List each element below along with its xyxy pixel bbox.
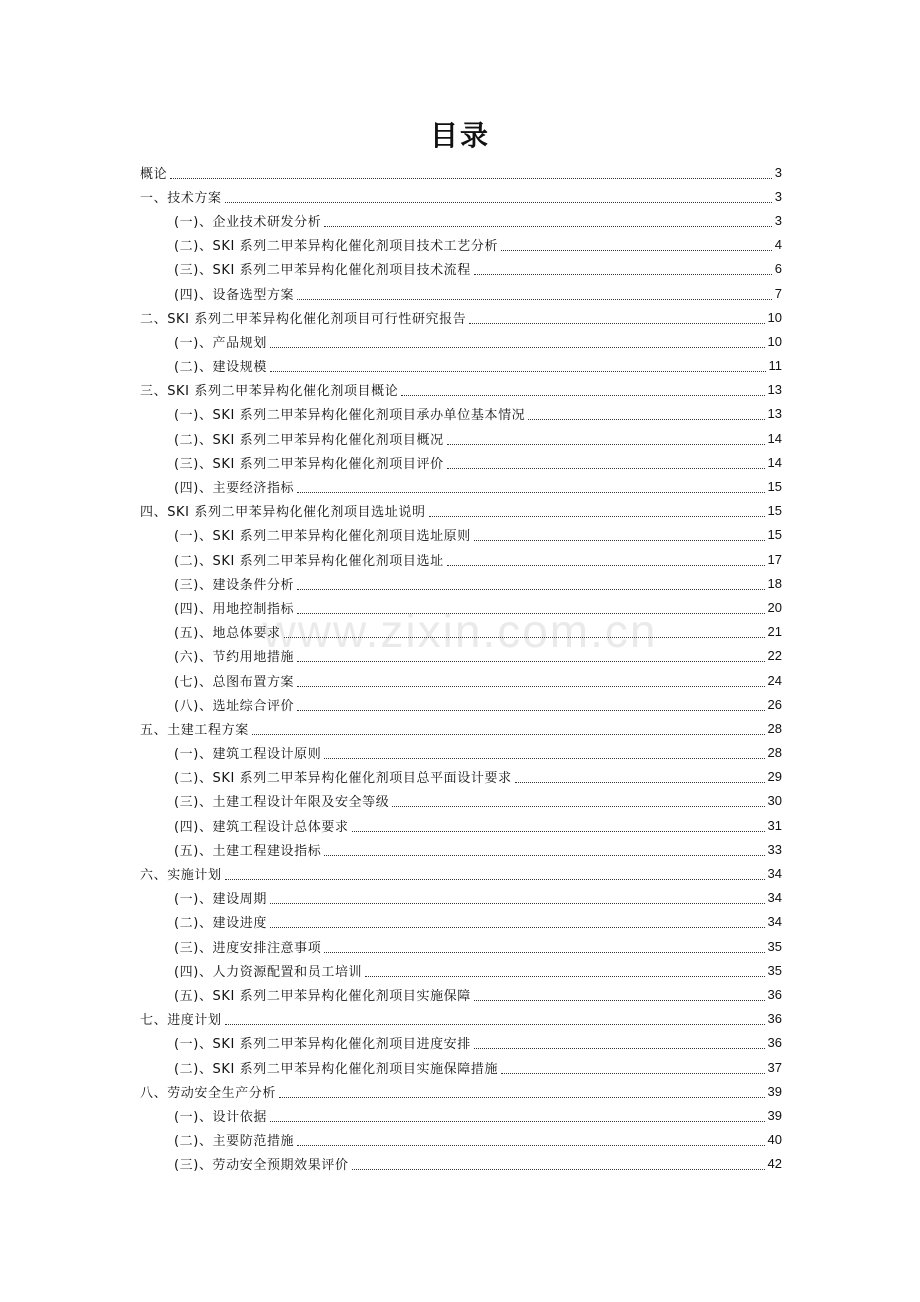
toc-entry-page-number: 13 — [767, 382, 782, 398]
toc-entry-label: (一)、SKI 系列二甲苯异构化催化剂项目选址原则 — [174, 529, 471, 545]
dot-leader — [474, 1036, 765, 1049]
toc-entry-label: (七)、总图布置方案 — [174, 674, 295, 690]
dot-leader — [352, 1157, 765, 1170]
toc-entry[interactable] — [140, 499, 782, 523]
toc-entry[interactable] — [140, 208, 782, 232]
toc-entry-label: (二)、建设规模 — [174, 360, 267, 376]
toc-entry-label: (一)、建筑工程设计原则 — [174, 747, 322, 763]
toc-entry[interactable] — [140, 1103, 782, 1127]
toc-entry[interactable] — [140, 861, 782, 885]
toc-entry-page-number: 30 — [767, 793, 782, 809]
toc-entry-label: (三)、SKI 系列二甲苯异构化催化剂项目技术流程 — [174, 263, 471, 279]
toc-entry-label: (四)、人力资源配置和员工培训 — [174, 964, 363, 980]
toc-entry-label: (四)、用地控制指标 — [174, 601, 295, 617]
toc-title: 目录 — [429, 119, 490, 152]
toc-entry-page-number: 10 — [767, 333, 782, 349]
dot-leader — [225, 1012, 765, 1025]
dot-leader — [279, 1085, 765, 1098]
toc-entry[interactable] — [140, 958, 782, 982]
toc-entry[interactable] — [140, 523, 782, 547]
toc-entry[interactable] — [140, 1055, 782, 1079]
toc-entry[interactable] — [140, 692, 782, 716]
toc-entry[interactable] — [140, 982, 782, 1006]
toc-entry-label: (三)、SKI 系列二甲苯异构化催化剂项目评价 — [174, 456, 444, 472]
toc-entry-page-number: 24 — [767, 672, 782, 688]
toc-entry-page-number: 36 — [767, 1035, 782, 1051]
dot-leader — [365, 964, 764, 977]
dot-leader — [270, 891, 765, 904]
dot-leader — [501, 1061, 764, 1074]
toc-entry-label: (五)、土建工程建设指标 — [174, 843, 322, 859]
toc-entry-label: 概论 — [140, 166, 168, 182]
toc-entry-label: (二)、SKI 系列二甲苯异构化催化剂项目实施保障措施 — [174, 1061, 499, 1077]
toc-entry-page-number: 15 — [767, 527, 782, 543]
toc-entry-label: (一)、SKI 系列二甲苯异构化催化剂项目承办单位基本情况 — [174, 408, 526, 424]
toc-entry-page-number: 28 — [767, 745, 782, 761]
toc-entry[interactable] — [140, 1007, 782, 1031]
toc-entry-label: (六)、节约用地措施 — [174, 650, 295, 666]
dot-leader — [401, 383, 764, 396]
toc-entry-label: (二)、SKI 系列二甲苯异构化催化剂项目总平面设计要求 — [174, 771, 512, 787]
dot-leader — [270, 915, 765, 928]
toc-entry-page-number: 26 — [767, 696, 782, 712]
toc-entry-label: 四、SKI 系列二甲苯异构化催化剂项目选址说明 — [140, 505, 426, 521]
dot-leader — [324, 214, 771, 227]
toc-entry[interactable] — [140, 1079, 782, 1103]
dot-leader — [297, 1133, 764, 1146]
dot-leader — [324, 843, 764, 856]
toc-entry-page-number: 42 — [767, 1156, 782, 1172]
toc-entry-label: (一)、产品规划 — [174, 335, 267, 351]
toc-entry-page-number: 18 — [767, 575, 782, 591]
toc-entry[interactable] — [140, 257, 782, 281]
dot-leader — [352, 819, 765, 832]
dot-leader — [474, 262, 772, 275]
toc-entry[interactable] — [140, 789, 782, 813]
toc-entry[interactable] — [140, 281, 782, 305]
toc-entry-label: (三)、建设条件分析 — [174, 577, 295, 593]
toc-entry-label: (一)、建设周期 — [174, 892, 267, 908]
toc-entry-page-number: 29 — [767, 769, 782, 785]
toc-entry[interactable] — [140, 1152, 782, 1176]
toc-entry[interactable] — [140, 160, 782, 184]
toc-entry[interactable] — [140, 644, 782, 668]
toc-entry-page-number: 11 — [768, 358, 782, 374]
toc-entry-label: (五)、地总体要求 — [174, 626, 281, 642]
toc-entry[interactable] — [140, 547, 782, 571]
toc-entry-label: (一)、设计依据 — [174, 1109, 267, 1125]
toc-entry-page-number: 34 — [767, 866, 782, 882]
toc-entry-page-number: 7 — [774, 285, 782, 301]
toc-entry-page-number: 17 — [767, 551, 782, 567]
dot-leader — [225, 867, 765, 880]
toc-entry-page-number: 10 — [767, 309, 782, 325]
dot-leader — [270, 335, 765, 348]
toc-entry-page-number: 37 — [767, 1059, 782, 1075]
toc-entry[interactable] — [140, 813, 782, 837]
dot-leader — [297, 674, 764, 687]
dot-leader — [469, 311, 764, 324]
dot-leader — [447, 432, 765, 445]
dot-leader — [447, 553, 765, 566]
dot-leader — [297, 577, 764, 590]
toc-entry[interactable] — [140, 1031, 782, 1055]
dot-leader — [501, 238, 772, 251]
dot-leader — [170, 166, 772, 179]
toc-entry[interactable] — [140, 184, 782, 208]
toc-entry-label: 七、进度计划 — [140, 1013, 222, 1029]
dot-leader — [270, 359, 766, 372]
toc-entry-page-number: 33 — [767, 841, 782, 857]
toc-entry-page-number: 3 — [774, 164, 782, 180]
toc-entry-page-number: 22 — [767, 648, 782, 664]
table-of-contents — [140, 160, 782, 1176]
toc-entry-page-number: 31 — [767, 817, 782, 833]
dot-leader — [270, 1109, 765, 1122]
toc-entry-label: 六、实施计划 — [140, 868, 222, 884]
toc-entry[interactable] — [140, 595, 782, 619]
toc-entry-page-number: 20 — [767, 599, 782, 615]
toc-entry[interactable] — [140, 378, 782, 402]
toc-entry-label: (二)、SKI 系列二甲苯异构化催化剂项目概况 — [174, 432, 444, 448]
toc-entry[interactable] — [140, 329, 782, 353]
dot-leader — [447, 456, 765, 469]
dot-leader — [297, 480, 764, 493]
dot-leader — [324, 746, 764, 759]
toc-entry[interactable] — [140, 716, 782, 740]
toc-entry[interactable] — [140, 910, 782, 934]
toc-entry-label: (二)、SKI 系列二甲苯异构化催化剂项目选址 — [174, 553, 444, 569]
toc-entry-page-number: 15 — [767, 503, 782, 519]
toc-entry-page-number: 13 — [767, 406, 782, 422]
dot-leader — [297, 287, 772, 300]
toc-entry[interactable] — [140, 620, 782, 644]
toc-entry-page-number: 39 — [767, 1083, 782, 1099]
toc-entry[interactable] — [140, 741, 782, 765]
toc-entry[interactable] — [140, 571, 782, 595]
toc-entry-label: (四)、设备选型方案 — [174, 287, 295, 303]
toc-entry-page-number: 39 — [767, 1107, 782, 1123]
toc-entry-page-number: 36 — [767, 986, 782, 1002]
toc-entry[interactable] — [140, 837, 782, 861]
dot-leader — [392, 794, 764, 807]
dot-leader — [515, 770, 765, 783]
toc-entry-label: (二)、主要防范措施 — [174, 1134, 295, 1150]
dot-leader — [474, 988, 765, 1001]
dot-leader — [297, 601, 764, 614]
toc-entry-page-number: 3 — [774, 188, 782, 204]
toc-entry-label: (五)、SKI 系列二甲苯异构化催化剂项目实施保障 — [174, 988, 471, 1004]
toc-entry[interactable] — [140, 402, 782, 426]
toc-entry-label: (三)、劳动安全预期效果评价 — [174, 1158, 349, 1174]
toc-entry-label: (四)、建筑工程设计总体要求 — [174, 819, 349, 835]
dot-leader — [324, 940, 764, 953]
toc-entry-label: 五、土建工程方案 — [140, 722, 249, 738]
toc-entry[interactable] — [140, 934, 782, 958]
toc-entry[interactable] — [140, 765, 782, 789]
toc-entry-page-number: 14 — [767, 454, 782, 470]
toc-entry-label: 二、SKI 系列二甲苯异构化催化剂项目可行性研究报告 — [140, 311, 467, 327]
toc-entry-page-number: 14 — [767, 430, 782, 446]
toc-entry-page-number: 35 — [767, 938, 782, 954]
toc-entry-label: (二)、建设进度 — [174, 916, 267, 932]
toc-entry-label: 一、技术方案 — [140, 190, 222, 206]
toc-entry[interactable] — [140, 474, 782, 498]
toc-entry-page-number: 28 — [767, 720, 782, 736]
toc-entry[interactable] — [140, 1128, 782, 1152]
dot-leader — [252, 722, 765, 735]
toc-entry-page-number: 34 — [767, 890, 782, 906]
dot-leader — [225, 190, 772, 203]
watermark: www.zixin.com.cn — [262, 605, 658, 657]
toc-entry[interactable] — [140, 354, 782, 378]
toc-entry[interactable] — [140, 305, 782, 329]
toc-entry[interactable] — [140, 233, 782, 257]
toc-entry-label: (三)、进度安排注意事项 — [174, 940, 322, 956]
toc-entry-page-number: 34 — [767, 914, 782, 930]
toc-entry-label: 八、劳动安全生产分析 — [140, 1085, 277, 1101]
toc-entry[interactable] — [140, 886, 782, 910]
toc-entry-label: (八)、选址综合评价 — [174, 698, 295, 714]
toc-entry-page-number: 6 — [774, 261, 782, 277]
toc-entry-page-number: 36 — [767, 1011, 782, 1027]
toc-entry-page-number: 3 — [774, 212, 782, 228]
toc-entry[interactable] — [140, 450, 782, 474]
toc-entry-label: (三)、土建工程设计年限及安全等级 — [174, 795, 390, 811]
dot-leader — [429, 504, 765, 517]
dot-leader — [297, 698, 764, 711]
dot-leader — [528, 407, 764, 420]
toc-entry-page-number: 21 — [767, 624, 782, 640]
toc-entry-page-number: 40 — [767, 1132, 782, 1148]
toc-entry[interactable] — [140, 668, 782, 692]
toc-entry-label: (一)、SKI 系列二甲苯异构化催化剂项目进度安排 — [174, 1037, 471, 1053]
toc-entry-label: (四)、主要经济指标 — [174, 481, 295, 497]
dot-leader — [284, 625, 765, 638]
toc-entry-page-number: 35 — [767, 962, 782, 978]
dot-leader — [297, 649, 764, 662]
toc-entry-label: 三、SKI 系列二甲苯异构化催化剂项目概论 — [140, 384, 399, 400]
dot-leader — [474, 528, 765, 541]
toc-entry-label: (二)、SKI 系列二甲苯异构化催化剂项目技术工艺分析 — [174, 239, 499, 255]
toc-entry[interactable] — [140, 426, 782, 450]
toc-entry-page-number: 15 — [767, 479, 782, 495]
toc-entry-label: (一)、企业技术研发分析 — [174, 214, 322, 230]
toc-entry-page-number: 4 — [774, 237, 782, 253]
